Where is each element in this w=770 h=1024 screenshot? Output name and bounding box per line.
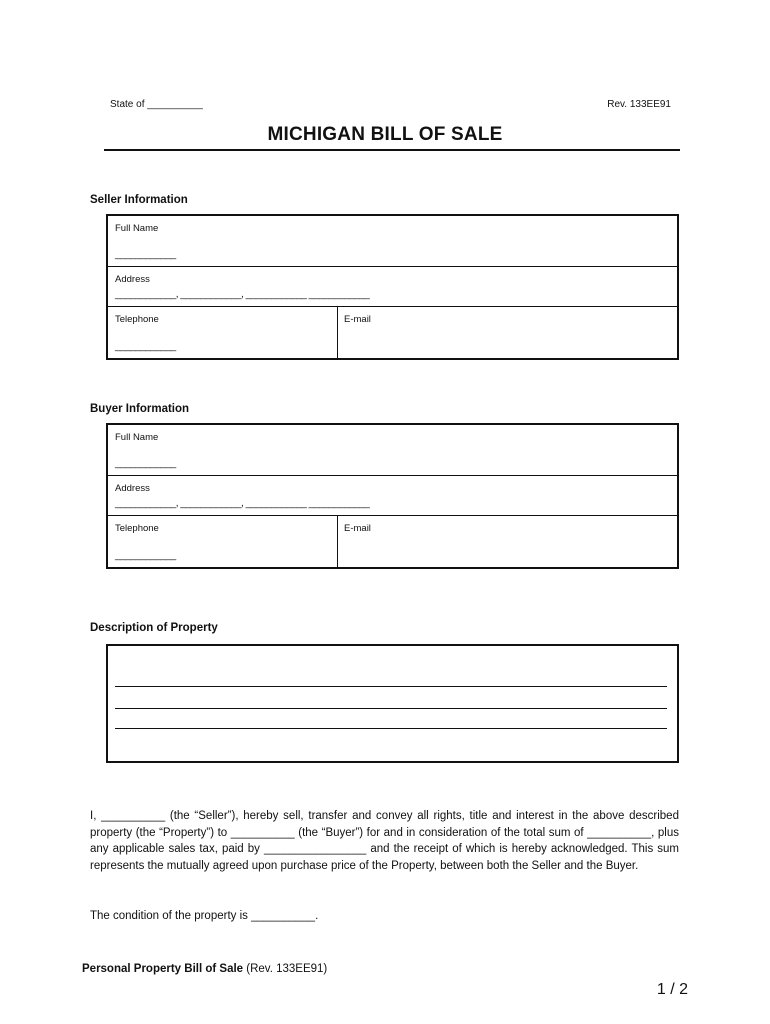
sum-blank[interactable]: __________ xyxy=(587,826,652,839)
seller-telephone-blank[interactable]: ____________ xyxy=(115,341,176,352)
seller-telephone-label: Telephone xyxy=(115,314,159,325)
page-number: 1 / 2 xyxy=(656,981,688,998)
agreement-text: (the “Seller”), hereby sell, transfer and convey all rights, title and interest in the above described property (the “Property”) to xyxy=(90,810,679,839)
buyer-address-label: Address xyxy=(115,483,150,494)
buyer-full-name-label: Full Name xyxy=(115,432,159,443)
condition-line xyxy=(90,910,318,922)
revision-number: Rev. 133EE91 xyxy=(607,99,671,110)
seller-heading: Seller Information xyxy=(90,194,188,206)
footer xyxy=(82,963,327,975)
buyer-info-table xyxy=(106,423,679,569)
state-of-field[interactable]: State of __________ xyxy=(110,99,203,110)
buyer-email-label: E-mail xyxy=(344,523,371,534)
buyer-address-blank[interactable]: ____________, ____________, ____________ ____________ xyxy=(115,498,370,509)
buyer-contact-row xyxy=(108,516,677,567)
seller-contact-divider xyxy=(337,307,338,358)
seller-address-blank[interactable]: ____________, ____________, ____________ ____________ xyxy=(115,289,370,300)
buyer-full-name-row[interactable] xyxy=(108,425,677,476)
agreement-text: I, xyxy=(90,810,97,822)
footer-revision: (Rev. 133EE91) xyxy=(246,963,328,975)
condition-text: The condition of the property is xyxy=(90,910,248,922)
seller-address-row[interactable] xyxy=(108,267,677,307)
agreement-text: , plus any applicable sales tax, paid by xyxy=(90,826,679,856)
seller-full-name-row[interactable] xyxy=(108,216,677,267)
property-description-line[interactable] xyxy=(115,708,667,709)
agreement-paragraph xyxy=(90,808,679,874)
buyer-heading: Buyer Information xyxy=(90,403,190,415)
title-divider xyxy=(104,149,680,151)
page-title: MICHIGAN BILL OF SALE xyxy=(267,124,503,145)
property-heading: Description of Property xyxy=(90,622,218,634)
buyer-telephone-label: Telephone xyxy=(115,523,159,534)
buyer-contact-divider xyxy=(337,516,338,567)
buyer-address-row[interactable] xyxy=(108,476,677,516)
footer-title: Personal Property Bill of Sale xyxy=(82,963,244,975)
seller-name-blank[interactable]: __________ xyxy=(101,810,166,822)
property-description-box[interactable] xyxy=(106,644,679,763)
buyer-name-blank[interactable]: __________ xyxy=(230,826,295,839)
property-description-line[interactable] xyxy=(115,686,667,687)
seller-info-table xyxy=(106,214,679,360)
buyer-full-name-blank[interactable]: ____________ xyxy=(115,458,176,469)
condition-blank[interactable]: __________ xyxy=(251,910,316,922)
condition-end: . xyxy=(315,910,319,922)
seller-email-label: E-mail xyxy=(344,314,371,325)
seller-full-name-blank[interactable]: ____________ xyxy=(115,249,176,260)
agreement-text: (the “Buyer”) for and in consideration of the total sum of xyxy=(298,826,584,839)
seller-contact-row xyxy=(108,307,677,358)
paid-by-blank[interactable]: ________________ xyxy=(263,843,367,856)
seller-address-label: Address xyxy=(115,274,150,285)
property-description-line[interactable] xyxy=(115,728,667,729)
buyer-telephone-blank[interactable]: ____________ xyxy=(115,550,176,561)
seller-full-name-label: Full Name xyxy=(115,223,159,234)
agreement-text: and the receipt of which is hereby acknowledged. This sum represents the mutually agreed upon purchase price of the Property, between both the Seller and the Buyer. xyxy=(90,843,679,872)
